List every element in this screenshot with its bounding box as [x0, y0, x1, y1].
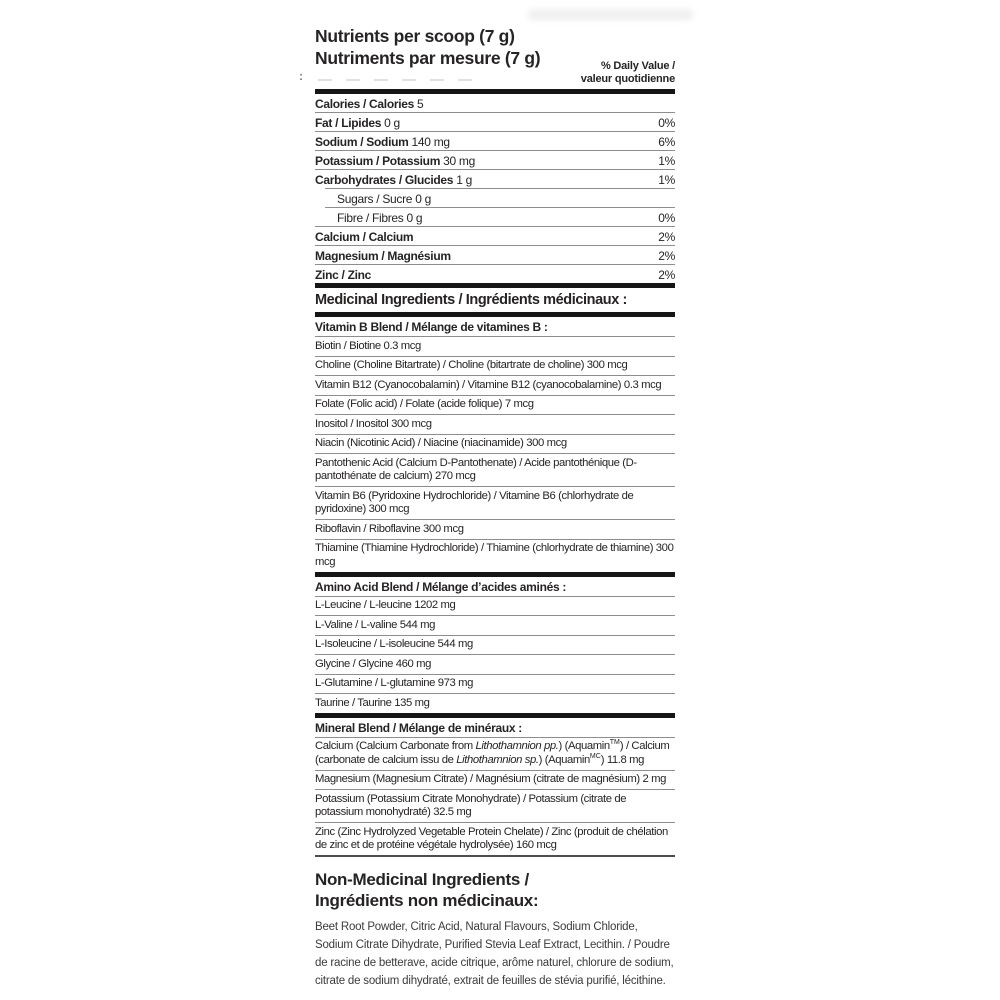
nutrient-row [315, 132, 675, 150]
label-titles [315, 25, 540, 69]
nutrient-name [315, 230, 413, 244]
scan-artifact-smudge [528, 9, 693, 20]
ingredient-row: Biotin / Biotine 0.3 mcg [315, 339, 421, 352]
nutrient-name-text: Fat / Lipides [315, 115, 382, 130]
ingredient-row: Inositol / Inositol 300 mcg [315, 417, 432, 430]
daily-value-percent: 0% [658, 115, 675, 130]
daily-value-percent: 2% [658, 229, 675, 244]
nutrient-row [315, 189, 675, 207]
nutrient-name [315, 268, 371, 282]
daily-value-header-en: % Daily Value / [600, 60, 675, 72]
ingredient-row: Glycine / Glycine 460 mg [315, 657, 431, 670]
ingredient-row: Taurine / Taurine 135 mg [315, 696, 430, 709]
nutrient-amount: 0 g [412, 191, 431, 206]
nutrient-name-text: Potassium / Potassium [315, 153, 441, 168]
nutrient-name-text: Calories / Calories [315, 96, 415, 111]
nutrient-name [315, 192, 431, 206]
nutrient-name-text: Fibre / Fibres [337, 210, 404, 225]
daily-value-percent: 6% [658, 134, 675, 149]
label-header [315, 25, 675, 89]
ingredient-row: L-Glutamine / L-glutamine 973 mg [315, 677, 473, 689]
nutrient-amount: 0 g [381, 115, 400, 130]
nutrient-row [315, 208, 675, 226]
non-medicinal-title-fr: Ingrédients non médicinaux: [315, 891, 539, 910]
nutrient-name-text: Zinc / Zinc [315, 267, 372, 282]
nutrient-row [315, 113, 675, 131]
ingredient-row: Zinc (Zinc Hydrolyzed Vegetable Protein Chelate) / Zinc (produit de chélation de zinc et de protéine végétale hydrolysée) 160 mcg [315, 825, 668, 851]
ingredient-row: L-Leucine / L-leucine 1202 mg [315, 599, 456, 611]
ingredient-row: L-Valine / L-valine 544 mg [315, 618, 436, 631]
daily-value-header-fr: valeur quotidienne [580, 73, 675, 85]
nutrient-row [315, 246, 675, 264]
nutrient-name-text: Calcium / Calcium [315, 229, 414, 244]
nutrient-name-text: Carbohydrates / Glucides [315, 172, 454, 187]
title-en: Nutrients per scoop (7 g) [315, 26, 515, 46]
nutrient-name [315, 116, 400, 130]
ingredient-row: Vitamin B6 (Pyridoxine Hydrochloride) / Vitamine B6 (chlorhydrate de pyridoxine) 300 mcg [315, 489, 634, 515]
daily-value-percent: 1% [658, 153, 675, 168]
nutrient-row [315, 170, 675, 188]
daily-value-percent: 2% [658, 248, 675, 263]
nutrient-name [315, 97, 423, 111]
nutrient-name-text: Sodium / Sodium [315, 134, 409, 149]
blend-title: Vitamin B Blend / Mélange de vitamines B : [315, 320, 548, 334]
nutrient-row [315, 227, 675, 245]
ingredient-row: Choline (Choline Bitartrate) / Choline (bitartrate de choline) 300 mcg [315, 359, 628, 371]
nutrient-name-text: Sugars / Sucre [337, 191, 413, 206]
non-medicinal-title [315, 869, 675, 911]
nutrient-row [315, 94, 675, 112]
ingredient-row: Folate (Folic acid) / Folate (acide folique) 7 mcg [315, 398, 534, 410]
blend-title: Amino Acid Blend / Mélange d’acides aminés : [315, 579, 567, 594]
ingredient-row: Calcium (Calcium Carbonate from Lithothamnion pp.) (Aquamin™) / Calcium (carbonate de calcium issu de Lithothamnion sp.) (Aquamin$^{MC}$) 11.8 mg [315, 739, 670, 766]
nutrient-table [315, 94, 675, 283]
nutrient-amount: 30 mg [440, 153, 475, 168]
medicinal-sections [315, 317, 675, 857]
nutrient-name-text: Magnesium / Magnésium [315, 248, 451, 263]
nutrient-amount: 0 g [403, 210, 423, 225]
daily-value-percent: 1% [658, 172, 675, 187]
nutrient-amount: 1 g [453, 172, 473, 187]
daily-value-percent: 2% [658, 267, 675, 282]
non-medicinal-ingredients-text: Beet Root Powder, Citric Acid, Natural Flavours, Sodium Chloride, Sodium Citrate Dihydrate, Purified Stevia Leaf Extract, Lecithin. / Poudre de racine de betterave, acide citrique, arôme naturel, chlorure de sodium, citrate de sodium dihydraté, extrait de feuilles de stévia purifié, lécithine. [315, 921, 674, 987]
nutrient-row [315, 151, 675, 169]
nutrient-amount: 5 [414, 96, 424, 111]
ingredient-row: Niacin (Nicotinic Acid) / Niacine (niacinamide) 300 mcg [315, 437, 567, 449]
daily-value-percent: 0% [658, 210, 675, 225]
nutrient-name [315, 135, 450, 149]
blend-title: Mineral Blend / Mélange de minéraux : [315, 720, 522, 735]
mineral-end-rule [315, 855, 675, 857]
ingredient-row: Thiamine (Thiamine Hydrochloride) / Thiamine (chlorhydrate de thiamine) 300 mcg [315, 542, 674, 568]
nutrient-name [315, 211, 422, 225]
ingredient-row: Vitamin B12 (Cyanocobalamin) / Vitamine B12 (cyanocobalamine) 0.3 mcg [315, 378, 662, 391]
nutrient-amount: 140 mg [408, 134, 450, 149]
ingredient-row: Pantothenic Acid (Calcium D-Pantothenate) / Acide pantothénique (D-pantothénate de calcium) 270 mcg [315, 456, 637, 482]
nutrition-facts-label [315, 25, 675, 990]
nutrient-name [315, 154, 475, 168]
ingredient-row: Potassium (Potassium Citrate Monohydrate) / Potassium (citrate de potassium monohydraté) 32.5 mg [315, 792, 627, 818]
ingredient-row: Riboflavin / Riboflavine 300 mcg [315, 522, 464, 535]
nutrient-name [315, 249, 451, 263]
nutrient-row [315, 265, 675, 283]
non-medicinal-title-en: Non-Medicinal Ingredients / [315, 870, 529, 889]
nutrient-name [315, 173, 472, 187]
ingredient-row: L-Isoleucine / L-isoleucine 544 mg [315, 638, 473, 650]
ingredient-row: Magnesium (Magnesium Citrate) / Magnésium (citrate de magnésium) 2 mg [315, 773, 666, 785]
title-fr: Nutriments par mesure (7 g) [315, 48, 541, 68]
scan-artifact-colon: : [299, 69, 303, 83]
daily-value-header [581, 60, 675, 86]
medicinal-ingredients-header: Medicinal Ingredients / Ingrédients médicinaux : [315, 292, 627, 308]
